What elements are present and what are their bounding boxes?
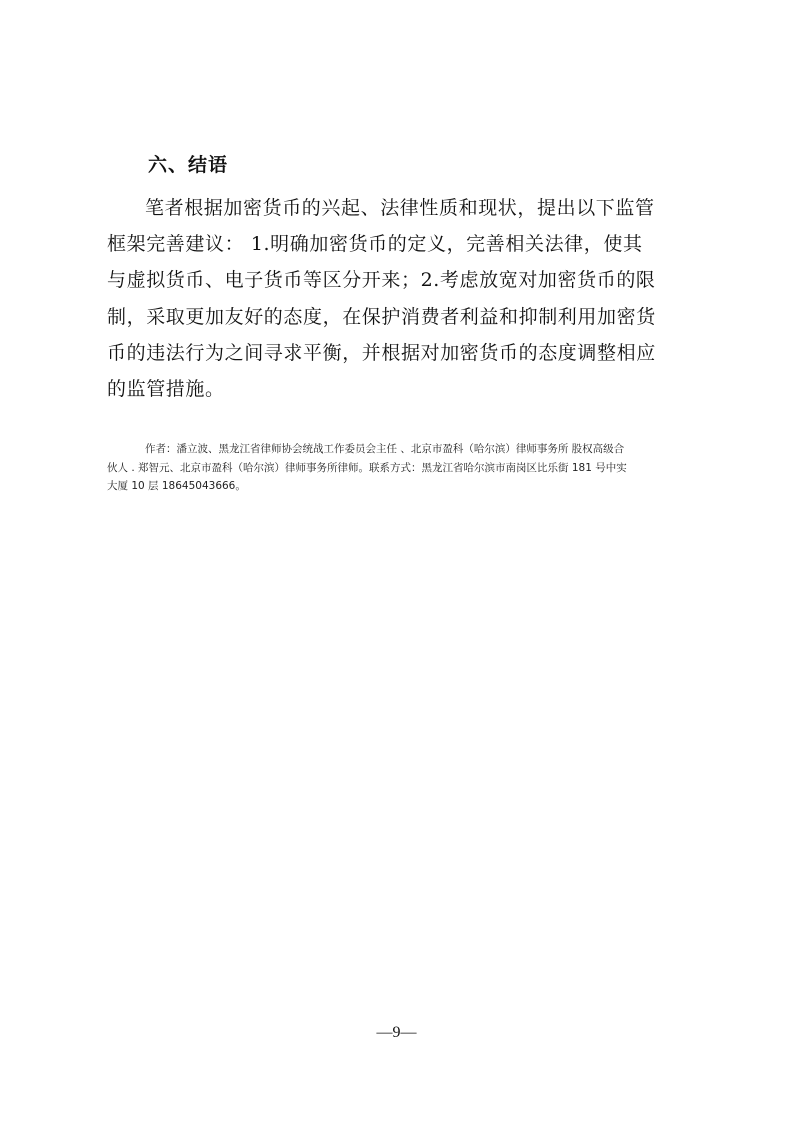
body-line: 笔者根据加密货币的兴起、法律性质和现状，提出以下监管 [145, 197, 655, 219]
page-number: —9— [376, 1024, 417, 1041]
body-line: 币的违法行为之间寻求平衡，并根据对加密货币的态度调整相应 [107, 341, 656, 364]
footnote-line: 大厦 10 层 18645043666。 [107, 480, 246, 492]
body-line: 制，采取更加友好的态度，在保护消费者利益和抑制利用加密货 [107, 305, 656, 328]
body-line: 框架完善建议： 1.明确加密货币的定义，完善相关法律，使其 [107, 233, 643, 256]
body-line: 的监管措施。 [107, 378, 225, 401]
footnote-line: 作者：潘立波、黑龙江省律师协会统战工作委员会主任 、北京市盈科（哈尔滨）律师事务所 股权高级合 [145, 443, 625, 455]
body-paragraph [107, 190, 693, 407]
author-footnote [107, 440, 697, 496]
body-line: 与虚拟货币、电子货币等区分开来；2.考虑放宽对加密货币的限 [107, 269, 656, 292]
section-heading: 六、结语 [148, 154, 229, 176]
footnote-line: 伙人 . 郑智元、北京市盈科（哈尔滨）律师事务所律师。联系方式：黑龙江省哈尔滨市南岗区比乐街 181 号中实 [107, 461, 627, 474]
